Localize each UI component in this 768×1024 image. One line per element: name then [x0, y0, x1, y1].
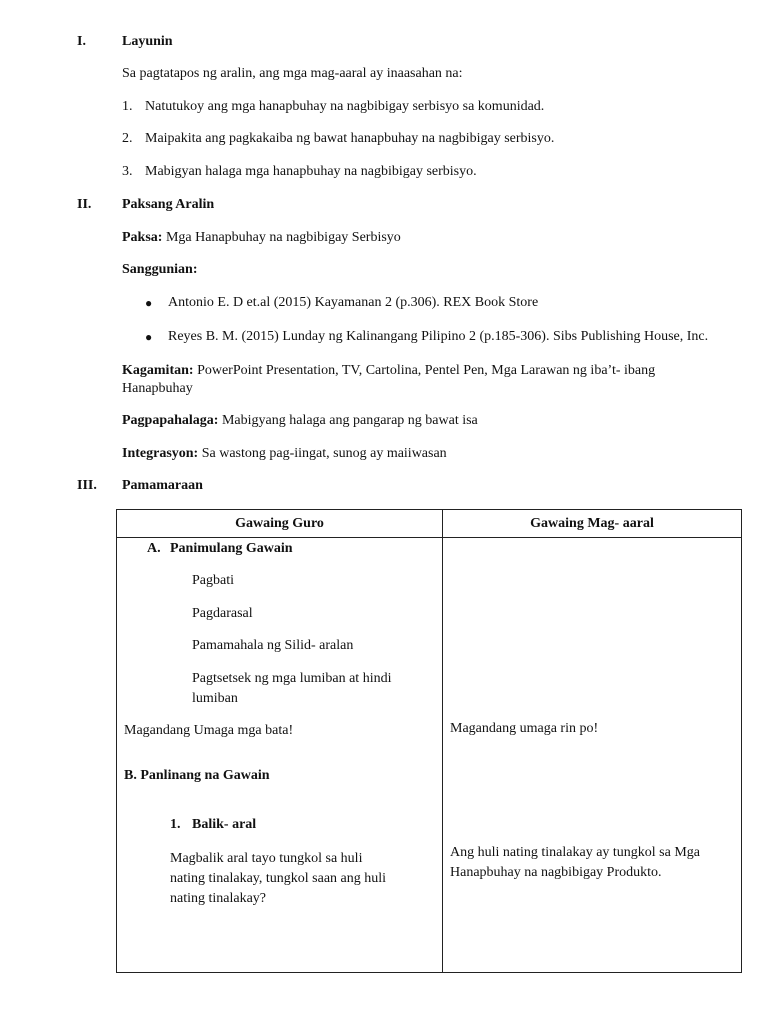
- part-a-label: A.: [147, 541, 161, 556]
- header-gawaing-guro: Gawaing Guro: [117, 510, 443, 538]
- objective-2-text: Maipakita ang pagkakaiba ng bawat hanapbuhay na nagbibigay serbisyo.: [145, 131, 555, 146]
- activity-pamamahala: Pamamahala ng Silid- aralan: [192, 638, 354, 653]
- activity-pagdarasal: Pagdarasal: [192, 606, 253, 621]
- section-2-numeral: II.: [77, 197, 92, 212]
- integrasyon-value: Sa wastong pag-iingat, sunog ay maiiwasan: [198, 446, 447, 461]
- kagamitan-value: PowerPoint Presentation, TV, Cartolina, Pentel Pen, Mga Larawan ng iba’t- ibang: [193, 363, 656, 378]
- reference-2-bullet: ●: [145, 330, 153, 344]
- paksa-line: [122, 229, 401, 247]
- pagpapahalaga-label: Pagpapahalaga:: [122, 413, 219, 428]
- kagamitan-continuation: Hanapbuhay: [122, 381, 193, 396]
- section-1-intro: Sa pagtatapos ng aralin, ang mga mag-aaral ay inaasahan na:: [122, 66, 463, 81]
- student-column: [443, 538, 742, 973]
- header-gawaing-mag-aaral: Gawaing Mag- aaral: [443, 510, 742, 538]
- balik-aral-title: Balik- aral: [192, 817, 257, 832]
- kagamitan-block: [122, 362, 722, 398]
- part-b-title: B. Panlinang na Gawain: [124, 768, 270, 783]
- activity-pagtsetsek: [192, 670, 391, 708]
- part-a-title: Panimulang Gawain: [170, 541, 293, 556]
- integrasyon-line: [122, 445, 447, 463]
- integrasyon-label: Integrasyon:: [122, 446, 199, 461]
- section-1-numeral: I.: [77, 34, 86, 49]
- paksa-value: Mga Hanapbuhay na nagbibigay Serbisyo: [162, 230, 401, 245]
- student-greeting: Magandang umaga rin po!: [450, 721, 599, 736]
- reference-2: Reyes B. M. (2015) Lunday ng Kalinangang Pilipino 2 (p.185-306). Sibs Publishing House, Inc.: [168, 329, 709, 344]
- section-3-numeral: III.: [77, 478, 97, 493]
- student-review-answer: [450, 843, 700, 883]
- activity-pagbati: Pagbati: [192, 573, 234, 588]
- procedure-table: [116, 509, 742, 973]
- objective-1-text: Natutukoy ang mga hanapbuhay na nagbibigay serbisyo sa komunidad.: [145, 99, 545, 114]
- pagpapahalaga-line: [122, 412, 478, 430]
- table-body-row: [117, 538, 742, 973]
- sanggunian-label: Sanggunian:: [122, 262, 198, 277]
- teacher-column: [117, 538, 443, 973]
- teacher-review-line2: nating tinalakay, tungkol saan ang huli: [170, 871, 387, 886]
- student-answer-line2: Hanapbuhay na nagbibigay Produkto.: [450, 865, 662, 880]
- teacher-review-line1: Magbalik aral tayo tungkol sa huli: [170, 851, 363, 866]
- objective-3-number: 3.: [122, 164, 133, 179]
- paksa-label: Paksa:: [122, 230, 163, 245]
- teacher-greeting: Magandang Umaga mga bata!: [124, 723, 294, 738]
- student-answer-line1: Ang huli nating tinalakay ay tungkol sa Mga: [450, 845, 701, 860]
- section-2-title: Paksang Aralin: [122, 197, 215, 212]
- activity-pagtsetsek-line2: lumiban: [192, 691, 238, 706]
- objective-3-text: Mabigyan halaga mga hanapbuhay na nagbibigay serbisyo.: [145, 164, 477, 179]
- pagpapahalaga-value: Mabigyang halaga ang pangarap ng bawat isa: [218, 413, 478, 428]
- balik-aral-number: 1.: [170, 817, 181, 832]
- kagamitan-label: Kagamitan:: [122, 363, 194, 378]
- teacher-review-line3: nating tinalakay?: [170, 891, 267, 906]
- reference-1: Antonio E. D et.al (2015) Kayamanan 2 (p.306). REX Book Store: [168, 295, 539, 310]
- section-1-title: Layunin: [122, 34, 173, 49]
- teacher-review-question: [170, 849, 386, 909]
- section-3-title: Pamamaraan: [122, 478, 203, 493]
- activity-pagtsetsek-line1: Pagtsetsek ng mga lumiban at hindi: [192, 671, 392, 686]
- objective-2-number: 2.: [122, 131, 133, 146]
- table-header-row: [117, 510, 742, 538]
- reference-1-bullet: ●: [145, 296, 153, 310]
- objective-1-number: 1.: [122, 99, 133, 114]
